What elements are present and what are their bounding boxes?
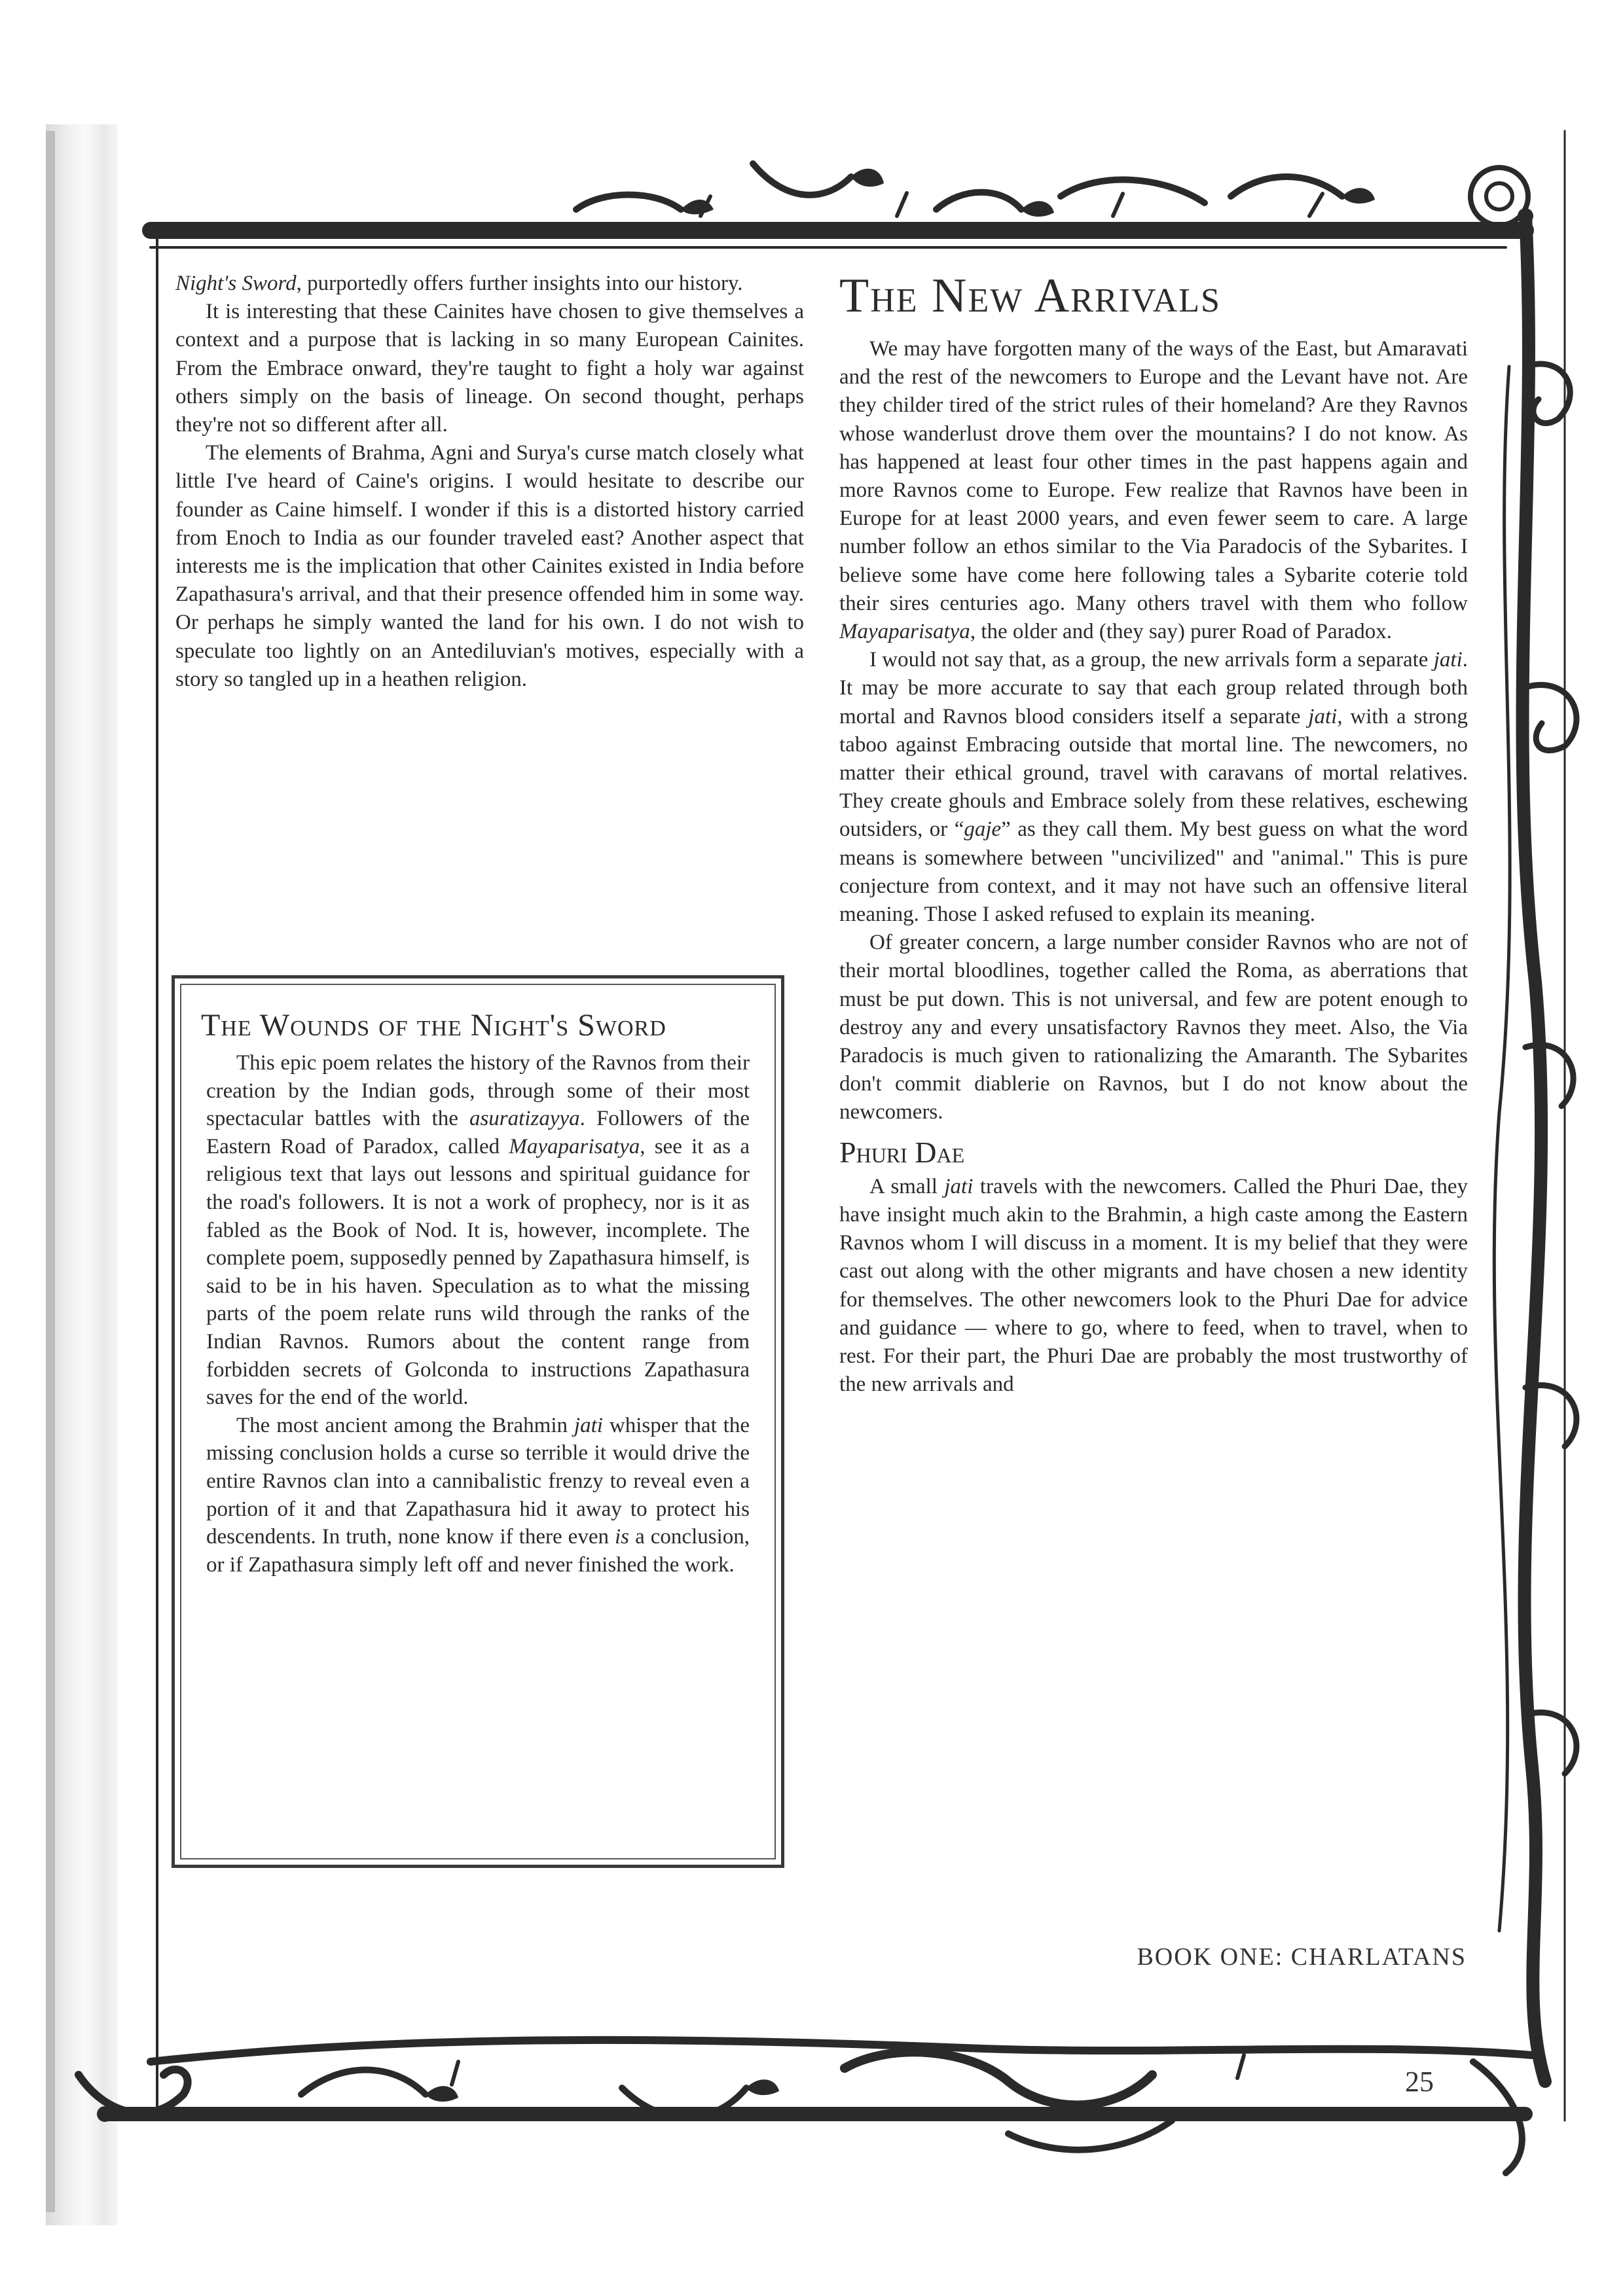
- left-column: [175, 270, 804, 694]
- page-number: 25: [1405, 2066, 1434, 2098]
- italic-text: jati: [1308, 704, 1338, 728]
- italic-text: Mayaparisatya: [839, 620, 970, 644]
- text-run: I would not say that, as a group, the new arrivals form a separate: [869, 648, 1434, 672]
- paragraph: [175, 439, 804, 694]
- text-run: . Followers of the Eastern Road of Paradox, called: [206, 1107, 750, 1158]
- italic-text: is: [615, 1525, 630, 1549]
- paragraph: [839, 646, 1468, 929]
- text-run: , with a strong taboo against Embracing outside that mortal line. The newcomers, no matter their ethical ground, travel with caravans of mortal relatives. They create ghouls and Embrace solely from these relatives, eschewing outsiders, or “: [839, 704, 1468, 842]
- text-run: travels with the newcomers. Called the Phuri Dae, they have insight much akin to the Brahmin, a high caste among the Eastern Ravnos whom I will discuss in a moment. It is my belief that they were cast out along with the other migrants and have chosen a new identity for themselves. The other newcomers look to the Phuri Dae for advice and guidance — where to go, where to feed, when to travel, when to rest. For their part, the Phuri Dae are probably the most trustworthy of the new arrivals and: [839, 1174, 1468, 1397]
- right-column-body: [839, 335, 1468, 1127]
- paragraph: [175, 270, 804, 298]
- italic-text: jati: [1433, 648, 1463, 672]
- running-footer: BOOK ONE: CHARLATANS: [1137, 1943, 1467, 1971]
- sidebar-inner-frame: [180, 984, 776, 1859]
- sidebar-body: [206, 1049, 750, 1579]
- section-heading: The New Arrivals: [839, 269, 1221, 323]
- text-run: ” as they call them. My best guess on what the word means is somewhere between "uncivilized" and "animal." This is pure conjecture from context, and it may not have such an offensive literal meaning. Those I asked refused to explain its meaning.: [839, 817, 1468, 927]
- text-run: Of greater concern, a large number consider Ravnos who are not of their mortal bloodlines, together called the Roma, as aberrations that must be put down. This is not universal, and few are potent enough to destroy any and every unsatisfactory Ravnos they meet. Also, the Via Paradocis is much given to rationalizing the Amaranth. The Sybarites don't commit diablerie on Ravnos, but I do not know about the newcomers.: [839, 931, 1468, 1124]
- sidebar-title: The Wounds of the Night's Sword: [201, 1008, 666, 1043]
- text-run: It is interesting that these Cainites have chosen to give themselves a context and a purpose that is lacking in so many European Cainites. From the Embrace onward, they're taught to fight a holy war against others simply on the basis of lineage. On second thought, perhaps they're not so different after all.: [175, 300, 804, 437]
- italic-text: jati: [574, 1413, 603, 1437]
- subsection-heading: Phuri Dae: [839, 1135, 965, 1169]
- text-run: We may have forgotten many of the ways of the East, but Amaravati and the rest of the newcomers to Europe and the Levant have not. Are they childer tired of the strict rules of their homeland? Are they Ravnos whose wanderlust drove them over the mountains? I do not know. As has happened at least four other times in the past happens again and more Ravnos come to Europe. Few realize that Ravnos have been in Europe for at least 2000 years, and even fewer seem to care. A large number follow an ethos similar to the Via Paradocis of the Sybarites. I believe some have come here following tales a Sybarite coterie told their sires centuries ago. Many others travel with them who follow: [839, 337, 1468, 615]
- italic-text: asuratizayya: [469, 1107, 580, 1131]
- right-column: [839, 270, 1468, 1399]
- text-run: . It may be more accurate to say that each group related through both mortal and Ravnos blood considers itself a separate: [839, 648, 1468, 728]
- text-run: , purportedly offers further insights into our history.: [296, 272, 743, 295]
- text-run: A small: [869, 1174, 945, 1198]
- left-column-body: [175, 270, 804, 694]
- right-column-body-2: [839, 1173, 1468, 1399]
- italic-text: Night's Sword: [175, 272, 297, 295]
- paragraph: [839, 929, 1468, 1126]
- sidebar-box: [172, 975, 784, 1868]
- text-run: The elements of Brahma, Agni and Surya's curse match closely what little I've heard of Caine's origins. I would hesitate to describe our founder as Caine himself. I wonder if this is a distorted history carried from Enoch to India as our founder traveled east? Another aspect that interests me is the implication that other Cainites existed in India before Zapathasura's arrival, and that their presence offended him in some way. Or perhaps he simply wanted the land for his own. I do not wish to speculate too lightly on an Antediluvian's motives, especially with a story so tangled up in a heathen religion.: [175, 441, 804, 691]
- paragraph: [206, 1412, 750, 1579]
- text-run: whisper that the missing conclusion holds a curse so terrible it would drive the entire Ravnos clan into a cannibalistic frenzy to reveal even a portion of it and that Zapathasura hid it away to protect his descendents. In truth, none know if there even: [206, 1413, 750, 1549]
- text-run: This epic poem relates the history of the Ravnos from their creation by the Indian gods, through some of their most spectacular battles with the: [206, 1051, 750, 1131]
- text-run: , see it as a religious text that lays out lessons and spiritual guidance for the road's followers. It is not a work of prophecy, nor is it as fabled as the Book of Nod. It is, however, incomplete. The complete poem, supposedly penned by Zapathasura himself, is said to be in his haven. Speculation as to what the missing parts of the poem relate runs wild through the ranks of the Indian Ravnos. Rumors about the content range from forbidden secrets of Golconda to instructions Zapathasura saves for the end of the world.: [206, 1134, 750, 1410]
- italic-text: gaje: [964, 817, 1002, 842]
- paragraph: [839, 1173, 1468, 1399]
- paragraph: [206, 1049, 750, 1412]
- paragraph: [175, 298, 804, 439]
- text-run: a conclusion, or if Zapathasura simply left off and never finished the work.: [206, 1525, 750, 1577]
- italic-text: jati: [944, 1174, 974, 1198]
- italic-text: Mayaparisatya: [509, 1134, 640, 1158]
- text-run: , the older and (they say) purer Road of Paradox.: [970, 620, 1393, 644]
- text-run: The most ancient among the Brahmin: [236, 1413, 574, 1437]
- paragraph: [839, 335, 1468, 646]
